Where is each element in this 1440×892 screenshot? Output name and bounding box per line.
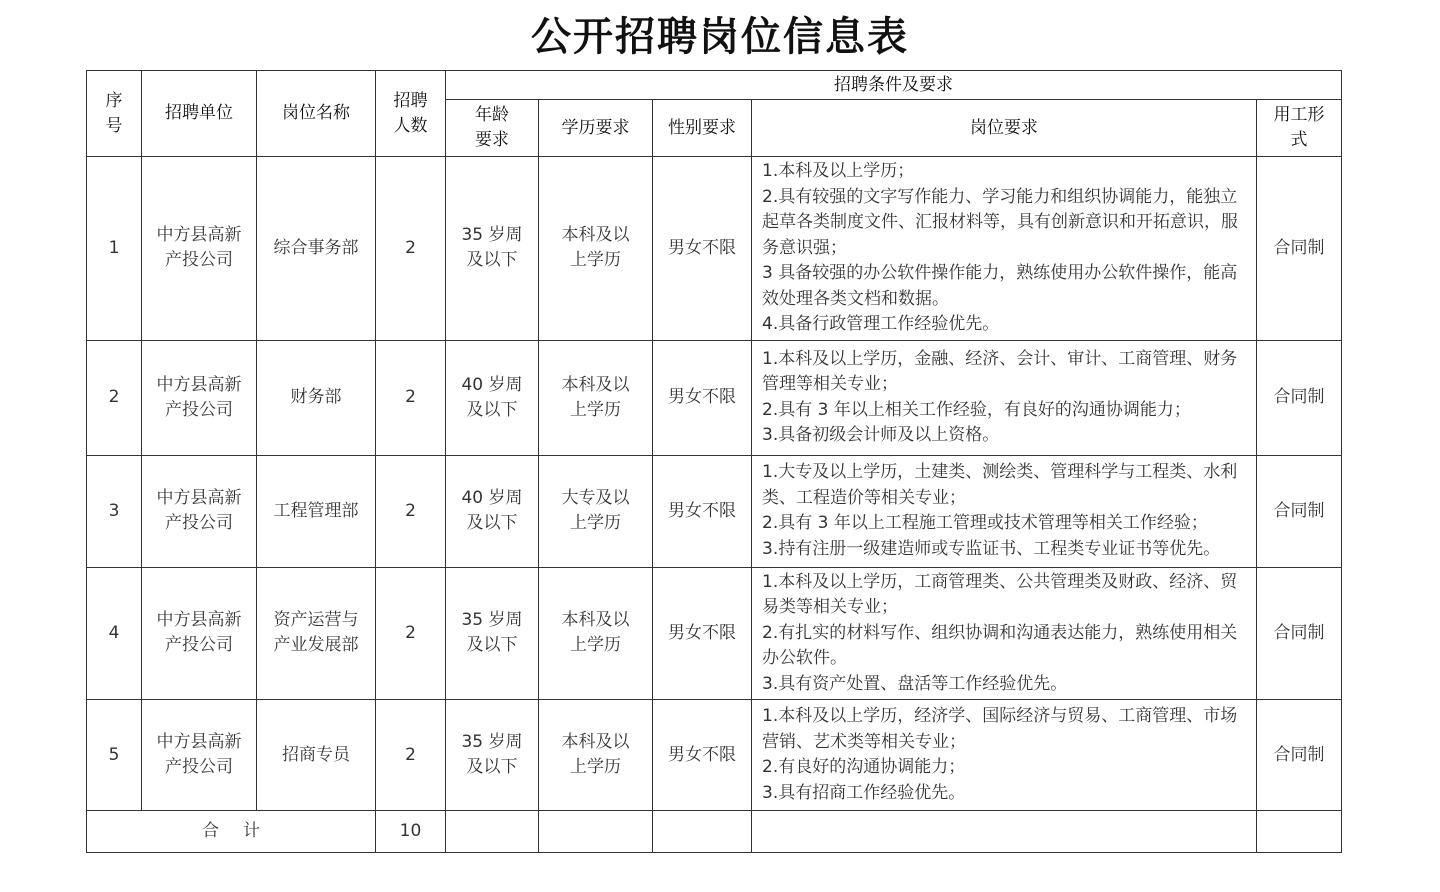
cell-position: 招商专员 <box>257 700 376 811</box>
requirement-line: 3.持有注册一级建造师或专监证书、工程类专业证书等优先。 <box>762 538 1221 559</box>
table-row <box>87 567 1342 700</box>
page-title: 公开招聘岗位信息表 <box>531 13 909 60</box>
requirement-line: 2.具有 3 年以上工程施工管理或技术管理等相关工作经验； <box>762 513 1208 533</box>
cell-education: 本科及以 上学历 <box>539 157 653 341</box>
requirement-line: 4.具备行政管理工作经验优先。 <box>762 314 1000 334</box>
cell-seq: 1 <box>87 157 142 341</box>
cell-employment: 合同制 <box>1257 700 1342 811</box>
header-requirements: 岗位要求 <box>752 100 1257 157</box>
cell-count: 2 <box>376 340 446 455</box>
requirement-line: 2.具有较强的文字写作能力、学习能力和组织协调能力，能独立起草各类制度文件、汇报材料等，具有创新意识和开拓意识，服务意识强； <box>762 186 1238 258</box>
total-empty-cell <box>446 811 539 853</box>
cell-seq: 2 <box>87 340 142 455</box>
table-row <box>87 700 1342 811</box>
cell-requirements <box>752 455 1257 567</box>
requirement-line: 1.本科及以上学历，金融、经济、会计、审计、工商管理、财务管理等相关专业； <box>762 348 1238 394</box>
requirement-line: 3.具有资产处置、盘活等工作经验优先。 <box>762 673 1068 694</box>
cell-unit: 中方县高新 产投公司 <box>142 157 257 341</box>
requirement-line: 3.具备初级会计师及以上资格。 <box>762 425 1000 445</box>
header-gender: 性别要求 <box>653 100 752 157</box>
requirement-line: 2.有扎实的材料写作、组织协调和沟通表达能力，熟练使用相关办公软件。 <box>762 622 1238 668</box>
requirement-line: 3 具备较强的办公软件操作能力，熟练使用办公软件操作，能高效处理各类文档和数据。 <box>762 263 1238 309</box>
cell-requirements <box>752 700 1257 811</box>
cell-education: 本科及以 上学历 <box>539 700 653 811</box>
cell-unit: 中方县高新 产投公司 <box>142 455 257 567</box>
cell-count: 2 <box>376 157 446 341</box>
cell-gender: 男女不限 <box>653 700 752 811</box>
cell-unit: 中方县高新 产投公司 <box>142 700 257 811</box>
requirement-line: 1.本科及以上学历，工商管理类、公共管理类及财政、经济、贸易类等相关专业； <box>762 571 1238 617</box>
cell-age: 35 岁周 及以下 <box>446 157 539 341</box>
cell-age: 40 岁周 及以下 <box>446 340 539 455</box>
cell-position: 工程管理部 <box>257 455 376 567</box>
cell-seq: 5 <box>87 700 142 811</box>
total-count: 10 <box>376 811 446 853</box>
cell-seq: 4 <box>87 567 142 700</box>
header-age: 年龄 要求 <box>446 100 539 157</box>
requirement-line: 1.本科及以上学历； <box>762 161 915 181</box>
recruitment-table <box>86 70 1342 853</box>
header-conditions-group: 招聘条件及要求 <box>446 71 1342 100</box>
total-label: 合计 <box>87 811 376 853</box>
cell-position: 综合事务部 <box>257 157 376 341</box>
requirement-line: 2.有良好的沟通协调能力； <box>762 757 966 777</box>
cell-gender: 男女不限 <box>653 567 752 700</box>
cell-count: 2 <box>376 700 446 811</box>
cell-position: 资产运营与 产业发展部 <box>257 567 376 700</box>
header-education: 学历要求 <box>539 100 653 157</box>
total-empty-cell <box>539 811 653 853</box>
cell-employment: 合同制 <box>1257 455 1342 567</box>
cell-age: 40 岁周 及以下 <box>446 455 539 567</box>
requirement-line: 3.具有招商工作经验优先。 <box>762 782 966 803</box>
requirement-line: 2.具有 3 年以上相关工作经验，有良好的沟通协调能力； <box>762 399 1191 420</box>
header-unit: 招聘单位 <box>142 71 257 157</box>
cell-requirements <box>752 340 1257 455</box>
cell-gender: 男女不限 <box>653 157 752 341</box>
cell-education: 本科及以 上学历 <box>539 340 653 455</box>
cell-education: 本科及以 上学历 <box>539 567 653 700</box>
header-count: 招聘 人数 <box>376 71 446 157</box>
cell-age: 35 岁周 及以下 <box>446 567 539 700</box>
cell-age: 35 岁周 及以下 <box>446 700 539 811</box>
cell-seq: 3 <box>87 455 142 567</box>
cell-gender: 男女不限 <box>653 455 752 567</box>
cell-requirements <box>752 157 1257 341</box>
cell-unit: 中方县高新 产投公司 <box>142 340 257 455</box>
cell-employment: 合同制 <box>1257 340 1342 455</box>
table-row <box>87 455 1342 567</box>
requirement-line: 1.大专及以上学历，土建类、测绘类、管理科学与工程类、水利类、工程造价等相关专业； <box>762 462 1238 508</box>
cell-requirements <box>752 567 1257 700</box>
cell-gender: 男女不限 <box>653 340 752 455</box>
cell-employment: 合同制 <box>1257 157 1342 341</box>
cell-unit: 中方县高新 产投公司 <box>142 567 257 700</box>
total-empty-cell <box>653 811 752 853</box>
header-employment: 用工形 式 <box>1257 100 1342 157</box>
header-seq: 序 号 <box>87 71 142 157</box>
table-row <box>87 157 1342 341</box>
cell-employment: 合同制 <box>1257 567 1342 700</box>
table-row <box>87 340 1342 455</box>
cell-education: 大专及以 上学历 <box>539 455 653 567</box>
cell-position: 财务部 <box>257 340 376 455</box>
header-position: 岗位名称 <box>257 71 376 157</box>
total-empty-cell <box>1257 811 1342 853</box>
total-empty-cell <box>752 811 1257 853</box>
cell-count: 2 <box>376 455 446 567</box>
cell-count: 2 <box>376 567 446 700</box>
requirement-line: 1.本科及以上学历，经济学、国际经济与贸易、工商管理、市场营销、艺术类等相关专业； <box>762 706 1238 752</box>
